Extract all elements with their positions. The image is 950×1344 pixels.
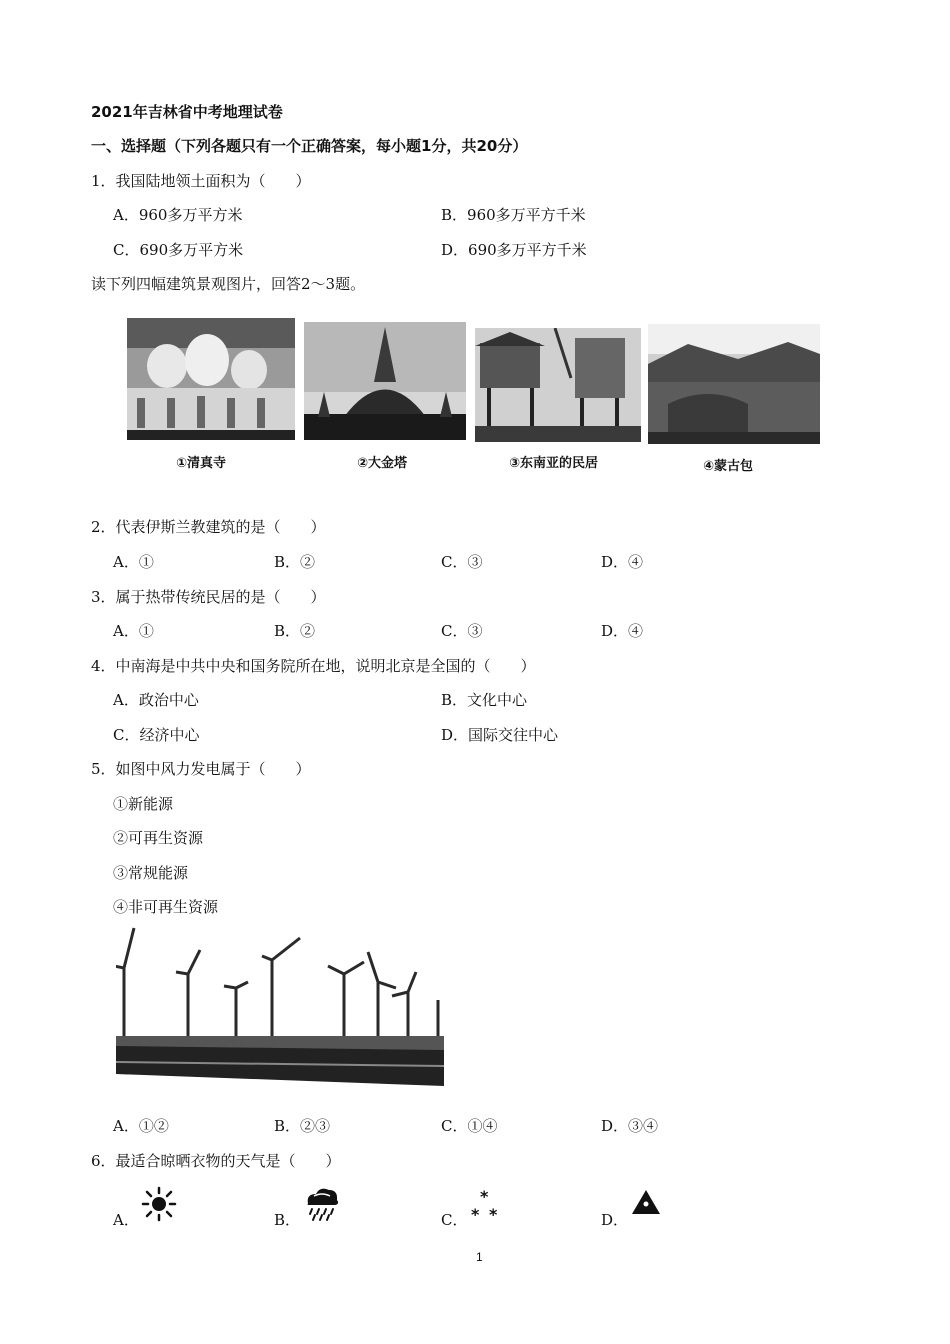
southeast-asia-house-photo xyxy=(475,328,641,442)
mosque-photo xyxy=(127,318,295,440)
question-5-option-b[interactable]: B．②③ xyxy=(274,1117,331,1135)
question-2-option-b[interactable]: B．② xyxy=(274,553,316,571)
question-6-stem: 6．最适合晾晒衣物的天气是（ ） xyxy=(91,1152,341,1170)
question-3-stem: 3．属于热带传统民居的是（ ） xyxy=(91,588,326,606)
question-5-item-3: ③常规能源 xyxy=(113,864,189,882)
svg-text:*: * xyxy=(489,1205,498,1224)
question-1-option-b[interactable]: B．960多万平方千米 xyxy=(441,206,586,224)
question-4-option-b[interactable]: B．文化中心 xyxy=(441,691,528,709)
question-2-option-a[interactable]: A．① xyxy=(113,553,154,571)
question-5-option-d[interactable]: D．③④ xyxy=(601,1117,659,1135)
section-heading: 一、选择题（下列各题只有一个正确答案，每小题1分，共20分） xyxy=(91,137,528,155)
question-5-item-2: ②可再生资源 xyxy=(113,829,204,847)
question-3-option-d[interactable]: D．④ xyxy=(601,622,644,640)
question-4-option-c[interactable]: C．经济中心 xyxy=(113,726,200,744)
building-caption-4: ④蒙古包 xyxy=(703,459,754,474)
question-2-option-d[interactable]: D．④ xyxy=(601,553,644,571)
question-6-option-d[interactable]: D． xyxy=(601,1211,629,1229)
yurt-photo xyxy=(648,324,820,444)
question-1-stem: 1．我国陆地领土面积为（ ） xyxy=(91,172,311,190)
wind-turbine-photo xyxy=(116,926,444,1086)
svg-text:*: * xyxy=(471,1205,480,1224)
question-5-option-c[interactable]: C．①④ xyxy=(441,1117,498,1135)
question-3-option-b[interactable]: B．② xyxy=(274,622,316,640)
question-4-option-a[interactable]: A．政治中心 xyxy=(113,691,199,709)
question-1-option-a[interactable]: A．960多万平方米 xyxy=(113,206,243,224)
question-6-option-a[interactable]: A． xyxy=(113,1211,139,1229)
question-3-option-c[interactable]: C．③ xyxy=(441,622,483,640)
building-caption-1: ①清真寺 xyxy=(176,456,227,471)
sun-icon xyxy=(140,1186,178,1222)
building-caption-2: ②大金塔 xyxy=(357,456,408,471)
page-title: 2021年吉林省中考地理试卷 xyxy=(91,103,283,121)
page-number: 1 xyxy=(476,1250,483,1264)
question-4-option-d[interactable]: D．国际交往中心 xyxy=(441,726,559,744)
question-5-item-4: ④非可再生资源 xyxy=(113,898,219,916)
rain-cloud-icon xyxy=(302,1184,342,1222)
question-3-option-a[interactable]: A．① xyxy=(113,622,154,640)
question-2-stem: 2．代表伊斯兰教建筑的是（ ） xyxy=(91,518,326,536)
question-6-option-b[interactable]: B． xyxy=(274,1211,301,1229)
question-5-item-1: ①新能源 xyxy=(113,795,174,813)
question-5-stem: 5．如图中风力发电属于（ ） xyxy=(91,760,311,778)
golden-pagoda-photo xyxy=(304,322,466,440)
svg-text:*: * xyxy=(480,1188,489,1206)
question-1-option-c[interactable]: C．690多万平方米 xyxy=(113,241,244,259)
question-1-option-d[interactable]: D．690多万平方千米 xyxy=(441,241,587,259)
question-4-stem: 4．中南海是中共中央和国务院所在地，说明北京是全国的（ ） xyxy=(91,657,536,675)
question-5-option-a[interactable]: A．①② xyxy=(113,1117,169,1135)
question-2-option-c[interactable]: C．③ xyxy=(441,553,483,571)
snow-icon xyxy=(470,1188,504,1224)
question-6-option-c[interactable]: C． xyxy=(441,1211,468,1229)
building-caption-3: ③东南亚的民居 xyxy=(509,456,599,471)
hail-icon xyxy=(630,1188,662,1216)
intro-2-3: 读下列四幅建筑景观图片，回答2～3题。 xyxy=(91,275,366,293)
